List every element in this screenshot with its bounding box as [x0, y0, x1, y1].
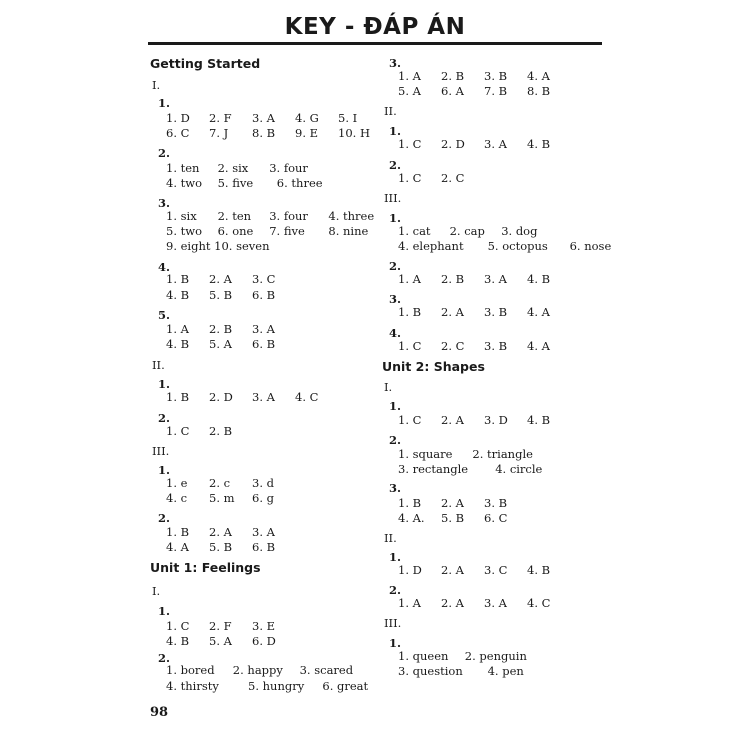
answer-cell: 4. A [527, 339, 550, 353]
answer-cell: 4. G [295, 111, 319, 125]
answer-cell: 3. four [269, 161, 308, 175]
answer-cell: 5. m [209, 491, 235, 505]
answer-cell: 1. e [166, 476, 188, 490]
exercise-number: 1. [158, 463, 171, 477]
answer-cell: 3. dog [501, 224, 538, 238]
answer-cell: 4. B [527, 137, 551, 151]
answer-cell: 9. eight 10. seven [166, 239, 270, 253]
answer-cell: 4. B [166, 337, 190, 351]
answer-cell: 1. A [398, 69, 421, 83]
answer-cell: 3. B [484, 339, 508, 353]
answer-cell: 6. A [441, 84, 464, 98]
part-label: II. [152, 358, 165, 372]
exercise-number: 1. [389, 211, 402, 225]
answer-cell: 9. E [295, 126, 319, 140]
answer-cell: 3. C [252, 272, 276, 286]
exercise-number: 3. [389, 292, 402, 306]
answer-cell: 4. c [166, 491, 188, 505]
exercise-number: 2. [158, 411, 171, 425]
answer-cell: 3. A [484, 272, 507, 286]
answer-cell: 3. rectangle [398, 462, 469, 476]
answer-cell: 2. B [441, 272, 465, 286]
part-label: I. [384, 380, 393, 394]
answer-cell: 6. D [252, 634, 276, 648]
part-label: II. [384, 104, 397, 118]
answer-cell: 2. F [209, 111, 232, 125]
page-title: KEY - ĐÁP ÁN [284, 14, 466, 40]
answer-cell: 1. C [398, 339, 422, 353]
answer-cell: 6. B [252, 288, 276, 302]
answer-cell: 3. A [252, 525, 275, 539]
part-label: III. [152, 444, 170, 458]
answer-cell: 6. great [322, 679, 369, 693]
answer-cell: 2. A [209, 525, 232, 539]
answer-cell: 3. question [398, 664, 463, 678]
answer-cell: 6. B [252, 540, 276, 554]
answer-cell: 1. cat [398, 224, 431, 238]
answer-cell: 2. B [209, 424, 233, 438]
answer-cell: 4. elephant [398, 239, 464, 253]
answer-cell: 2. D [209, 390, 233, 404]
section-heading: Unit 2: Shapes [382, 359, 485, 374]
title-divider [148, 42, 602, 45]
answer-cell: 1. bored [166, 663, 215, 677]
answer-cell: 1. queen [398, 649, 449, 663]
answer-cell: 2. A [441, 596, 464, 610]
answer-cell: 4. B [166, 634, 190, 648]
exercise-number: 2. [158, 511, 171, 525]
answer-cell: 5. octopus [487, 239, 548, 253]
answer-cell: 3. A [252, 111, 275, 125]
answer-cell: 3. A [484, 137, 507, 151]
answer-cell: 6. g [252, 491, 274, 505]
answer-cell: 10. H [338, 126, 370, 140]
answer-cell: 4. circle [495, 462, 543, 476]
exercise-number: 3. [158, 196, 171, 210]
exercise-number: 2. [389, 583, 402, 597]
answer-cell: 8. B [527, 84, 551, 98]
answer-cell: 5. hungry [248, 679, 305, 693]
answer-cell: 1. D [398, 563, 422, 577]
exercise-number: 1. [158, 604, 171, 618]
answer-cell: 6. three [276, 176, 323, 190]
exercise-number: 2. [158, 146, 171, 160]
answer-cell: 1. D [166, 111, 190, 125]
answer-cell: 4. C [527, 596, 551, 610]
exercise-number: 2. [389, 259, 402, 273]
answer-cell: 6. C [484, 511, 508, 525]
answer-cell: 1. B [398, 496, 422, 510]
answer-cell: 2. A [441, 563, 464, 577]
answer-cell: 7. B [484, 84, 508, 98]
exercise-number: 4. [389, 326, 402, 340]
answer-cell: 4. A. [398, 511, 425, 525]
answer-cell: 3. A [484, 596, 507, 610]
answer-cell: 3. B [484, 496, 508, 510]
answer-cell: 2. happy [232, 663, 283, 677]
answer-cell: 1. six [166, 209, 197, 223]
answer-cell: 3. scared [299, 663, 354, 677]
answer-cell: 4. two [166, 176, 203, 190]
answer-cell: 2. B [209, 322, 233, 336]
answer-cell: 5. five [217, 176, 254, 190]
answer-cell: 5. A [398, 84, 421, 98]
answer-cell: 3. A [252, 390, 275, 404]
answer-cell: 1. B [166, 390, 190, 404]
exercise-number: 1. [389, 124, 402, 138]
answer-cell: 6. C [166, 126, 190, 140]
page-number: 98 [150, 705, 169, 720]
answer-cell: 3. four [269, 209, 308, 223]
answer-cell: 1. A [166, 322, 189, 336]
answer-cell: 4. C [295, 390, 319, 404]
answer-cell: 1. A [398, 596, 421, 610]
answer-cell: 2. triangle [472, 447, 533, 461]
section-heading: Getting Started [150, 56, 261, 71]
answer-cell: 4. B [527, 272, 551, 286]
answer-cell: 5. B [209, 288, 233, 302]
answer-cell: 4. B [527, 413, 551, 427]
answer-cell: 1. square [398, 447, 453, 461]
answer-cell: 2. F [209, 619, 232, 633]
answer-cell: 1. C [166, 619, 190, 633]
answer-cell: 5. A [209, 634, 232, 648]
answer-cell: 1. C [166, 424, 190, 438]
answer-cell: 1. A [398, 272, 421, 286]
answer-cell: 2. cap [449, 224, 485, 238]
answer-cell: 2. C [441, 339, 465, 353]
answer-cell: 3. B [484, 305, 508, 319]
answer-cell: 5. A [209, 337, 232, 351]
exercise-number: 1. [389, 399, 402, 413]
answer-cell: 2. c [209, 476, 231, 490]
answer-cell: 1. C [398, 171, 422, 185]
answer-cell: 2. A [441, 496, 464, 510]
answer-cell: 3. C [484, 563, 508, 577]
answer-cell: 2. D [441, 137, 465, 151]
exercise-number: 4. [158, 260, 171, 274]
answer-cell: 4. A [166, 540, 189, 554]
answer-cell: 5. I [338, 111, 358, 125]
exercise-number: 2. [389, 158, 402, 172]
answer-cell: 6. B [252, 337, 276, 351]
answer-cell: 3. A [252, 322, 275, 336]
answer-cell: 6. one [217, 224, 254, 238]
answer-cell: 3. d [252, 476, 274, 490]
answer-cell: 4. pen [487, 664, 524, 678]
answer-cell: 3. E [252, 619, 276, 633]
exercise-number: 1. [158, 96, 171, 110]
answer-cell: 2. ten [217, 209, 252, 223]
part-label: I. [152, 78, 161, 92]
part-label: III. [384, 191, 402, 205]
answer-cell: 6. nose [569, 239, 612, 253]
answer-cell: 1. B [166, 525, 190, 539]
answer-cell: 2. A [209, 272, 232, 286]
answer-cell: 5. B [209, 540, 233, 554]
exercise-number: 1. [389, 636, 402, 650]
answer-cell: 4. A [527, 69, 550, 83]
answer-cell: 2. six [217, 161, 249, 175]
section-heading: Unit 1: Feelings [150, 560, 261, 575]
exercise-number: 5. [158, 308, 171, 322]
answer-cell: 7. J [209, 126, 229, 140]
answer-cell: 4. B [527, 563, 551, 577]
answer-cell: 4. A [527, 305, 550, 319]
answer-cell: 3. B [484, 69, 508, 83]
exercise-number: 2. [158, 651, 171, 665]
exercise-number: 1. [158, 377, 171, 391]
answer-cell: 3. D [484, 413, 508, 427]
exercise-number: 3. [389, 56, 402, 70]
answer-cell: 8. B [252, 126, 276, 140]
answer-cell: 4. three [328, 209, 375, 223]
answer-cell: 1. B [166, 272, 190, 286]
answer-cell: 2. A [441, 413, 464, 427]
answer-cell: 1. ten [166, 161, 200, 175]
exercise-number: 1. [389, 550, 402, 564]
part-label: II. [384, 531, 397, 545]
answer-cell: 2. penguin [464, 649, 527, 663]
exercise-number: 2. [389, 433, 402, 447]
answer-cell: 4. B [166, 288, 190, 302]
part-label: I. [152, 584, 161, 598]
answer-cell: 1. B [398, 305, 422, 319]
answer-cell: 2. C [441, 171, 465, 185]
part-label: III. [384, 616, 402, 630]
answer-cell: 2. B [441, 69, 465, 83]
answer-cell: 1. C [398, 137, 422, 151]
answer-cell: 4. thirsty [166, 679, 219, 693]
answer-cell: 8. nine [328, 224, 369, 238]
answer-cell: 5. two [166, 224, 203, 238]
answer-cell: 5. B [441, 511, 465, 525]
answer-cell: 1. C [398, 413, 422, 427]
answer-cell: 7. five [269, 224, 305, 238]
exercise-number: 3. [389, 481, 402, 495]
answer-cell: 2. A [441, 305, 464, 319]
